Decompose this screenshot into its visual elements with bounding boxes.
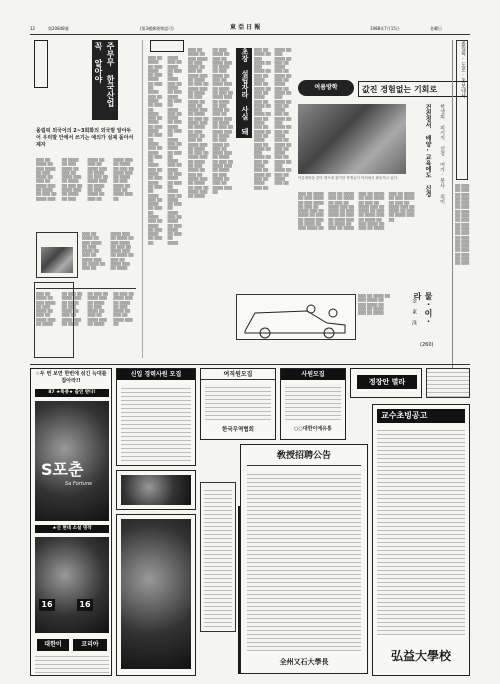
comic-title: 물·이·라 <box>413 292 433 326</box>
recruit-ad-1 <box>116 368 196 466</box>
masthead <box>30 26 470 34</box>
recruit-ad-3-title: 사원모집 <box>281 369 345 380</box>
faculty-ad-body <box>247 471 361 651</box>
recruit-ad-4-title: 정장안 별라 <box>357 375 417 389</box>
recruit-ad-4 <box>350 368 422 398</box>
feature-section-text: 여름방학 <box>314 84 338 91</box>
issue-date: 1988年7月15日 <box>370 26 400 31</box>
comic-side-text: ▒▒▒ ▒▒ ▒▒▒▒ ▒▒ ▒▒▒ ▒▒▒▒ ▒▒ ▒▒▒ ▒▒▒▒ ▒▒ ▒▒▒ ▒▒ ▒▒▒▒ ▒▒▒ ▒▒ ▒▒▒▒ <box>358 294 390 316</box>
feature-headline: 값진 경험없는 기회로 <box>358 81 468 97</box>
center-vertical-headline: 초장 설립자라 사실 돼자 <box>236 48 252 138</box>
recruit-ad-2-body <box>205 384 271 420</box>
center-notice-text <box>204 487 232 627</box>
col2-label <box>150 40 184 52</box>
right-sidebar-text: ▒▒ ▒▒▒ ▒▒ ▒▒▒ ▒▒ ▒▒▒ ▒▒ ▒▒▒ ▒▒ ▒▒▒ ▒▒ ▒▒▒ ▒▒ ▒▒▒ ▒▒ ▒▒▒ ▒▒ ▒▒▒ ▒▒ ▒▒▒ ▒▒ ▒▒▒ ▒▒ ▒▒▒ ▒▒ ▒▒▒ ▒▒ ▒▒▒ ▒▒ ▒▒▒ ▒▒ ▒▒▒ ▒▒ ▒▒▒ ▒▒ ▒▒▒ ▒▒ ▒▒▒ <box>455 184 470 266</box>
center-small-ad-photo <box>121 475 191 505</box>
recruit-ad-3-company: ○○대한이에유통 <box>294 426 332 432</box>
movie-ad-theater-2: 코리아 <box>73 639 107 651</box>
left-inset-box <box>36 232 78 278</box>
center-movie-ad-left <box>116 514 196 676</box>
movie-ad-banner: ★신 현대 소설 명작 <box>35 525 109 533</box>
movie-ad-title-en: Sa Fortune <box>65 481 93 487</box>
recruit-ad-1-title: 신입 경력사원 모집 <box>117 369 195 380</box>
feature-photo <box>298 104 406 174</box>
recruit-ad-3 <box>280 368 346 440</box>
page-number: 12 <box>30 26 36 31</box>
recruit-ad-2-company: 한국무역협회 <box>222 427 254 433</box>
left-body-text-2: ▒▒▒ ▒▒ ▒▒▒▒ ▒▒ ▒▒▒ ▒▒▒▒ ▒▒ ▒▒▒ ▒▒▒▒ ▒▒ ▒▒▒ ▒▒ ▒▒▒▒ ▒▒▒ ▒▒ ▒▒▒▒ ▒▒ ▒▒▒ ▒▒ ▒▒▒▒ ▒▒▒ ▒▒ ▒▒▒▒ ▒▒ ▒▒▒ ▒▒▒▒ ▒▒ ▒▒▒ ▒▒ ▒▒▒▒ ▒▒▒ ▒▒ ▒▒▒▒ ▒▒ ▒▒▒ ▒▒ ▒▒▒▒ ▒▒▒ ▒▒ ▒▒▒▒ <box>82 232 134 271</box>
left-movie-ad <box>30 368 112 676</box>
left-subtitle: 올림픽 외국어의 2~3회화의 외국말 알아두어 우리말 안에서 쓰기는 예의가 실제 돌아서 제자 <box>36 128 134 148</box>
column-divider <box>142 40 143 358</box>
left-inset-photo <box>41 247 73 273</box>
movie-ad-sub: 87 ★특종★ 출연 받다! <box>35 389 109 397</box>
postal-notice: (第3種郵便物認可) <box>140 26 174 31</box>
feature-vertical-sub2: 학생회 피서지 선정 여가·봉사 취미 <box>439 104 445 204</box>
movie-ad-time-1: 16 <box>39 599 55 611</box>
right-faculty-ad-university: 弘益大學校 <box>390 649 451 663</box>
comic-number: (260) <box>420 342 434 348</box>
feature-photo-caption: 여름방학을 맞아 캠프에 참가한 학생들이 야외에서 활동하고 있다. <box>298 176 399 180</box>
col2-body-text: ▒▒▒ ▒▒ ▒▒▒▒ ▒▒ ▒▒▒ ▒▒▒▒ ▒▒ ▒▒▒ ▒▒▒▒ ▒▒ ▒▒▒ ▒▒ ▒▒▒▒ ▒▒▒ ▒▒ ▒▒▒▒ ▒▒ ▒▒▒ ▒▒ ▒▒▒▒ ▒▒▒ ▒▒ ▒▒▒▒ ▒▒ ▒▒▒ ▒▒▒▒ ▒▒ ▒▒▒ ▒▒ ▒▒▒▒ ▒▒▒ ▒▒ ▒▒▒▒ ▒▒ ▒▒▒ ▒▒ ▒▒▒▒ ▒▒▒ ▒▒ ▒▒▒▒ ▒▒ ▒▒▒ ▒▒▒▒ ▒▒ ▒▒▒ ▒▒ ▒▒▒▒ ▒▒▒ ▒▒ ▒▒▒▒ ▒▒ ▒▒▒ ▒▒ ▒▒▒▒ ▒▒▒ ▒▒ ▒▒▒▒ ▒▒ ▒▒▒ ▒▒▒▒ ▒▒ ▒▒▒ ▒▒ ▒▒▒▒ ▒▒▒ ▒▒ ▒▒▒▒ ▒▒ ▒▒▒ ▒▒ ▒▒▒▒ ▒▒▒ ▒▒ ▒▒▒▒ ▒▒ ▒▒▒ ▒▒▒▒ ▒▒ ▒▒▒ ▒▒ ▒▒▒▒ ▒▒▒ ▒▒ ▒▒▒▒ ▒▒ ▒▒▒ ▒▒▒▒ ▒▒ ▒▒▒ ▒▒ ▒▒▒▒ ▒▒▒ ▒▒ ▒▒▒▒ ▒▒ ▒▒▒ ▒▒ ▒▒▒▒ ▒▒▒ ▒▒ ▒▒▒▒ ▒▒ ▒▒▒ ▒▒▒▒ ▒▒ ▒▒▒ ▒▒ ▒▒▒▒ ▒▒▒ ▒▒ ▒▒▒▒ ▒▒ ▒▒▒ ▒▒ ▒▒▒▒ ▒▒▒ ▒▒ ▒▒▒▒ ▒▒ ▒▒▒ ▒▒▒▒ ▒▒ ▒▒▒ ▒▒ ▒▒▒▒ <box>148 56 182 245</box>
faculty-ad <box>240 444 368 674</box>
left-body-text: ▒▒▒ ▒▒ ▒▒▒▒ ▒▒ ▒▒▒ ▒▒▒▒ ▒▒ ▒▒▒ ▒▒▒▒ ▒▒ ▒▒▒ ▒▒ ▒▒▒▒ ▒▒▒ ▒▒ ▒▒▒▒ ▒▒ ▒▒▒ ▒▒ ▒▒▒▒ ▒▒▒ ▒▒ ▒▒▒▒ ▒▒ ▒▒▒ ▒▒▒▒ ▒▒ ▒▒▒ ▒▒ ▒▒▒▒ ▒▒▒ ▒▒ ▒▒▒▒ ▒▒ ▒▒▒ ▒▒ ▒▒▒▒ ▒▒▒ ▒▒ ▒▒▒▒ ▒▒ ▒▒▒ ▒▒▒▒ ▒▒ ▒▒▒ ▒▒ ▒▒▒▒ ▒▒▒ ▒▒ ▒▒▒▒ ▒▒ ▒▒▒ ▒▒ ▒▒▒▒ ▒▒▒ ▒▒ ▒▒▒▒ ▒▒ ▒▒▒ ▒▒▒▒ ▒▒ ▒▒▒ ▒▒ ▒▒▒▒ ▒▒▒ ▒▒ ▒▒▒▒ ▒▒ ▒▒▒ ▒▒ ▒▒▒▒ ▒▒▒ ▒▒ ▒▒▒▒ ▒▒ ▒▒▒ ▒▒▒▒ ▒▒ ▒▒▒ ▒▒ ▒▒▒▒ ▒▒▒ ▒▒ <box>36 158 134 201</box>
comic-panel <box>236 294 356 340</box>
movie-ad-title: S포춘 <box>41 460 84 479</box>
right-faculty-ad-body <box>377 429 465 635</box>
center-body-text-2: ▒▒▒ ▒▒ ▒▒▒▒ ▒▒ ▒▒▒ ▒▒▒▒ ▒▒ ▒▒▒ ▒▒▒▒ ▒▒ ▒▒▒ ▒▒ ▒▒▒▒ ▒▒▒ ▒▒ ▒▒▒▒ ▒▒ ▒▒▒ ▒▒ ▒▒▒▒ ▒▒▒ ▒▒ ▒▒▒▒ ▒▒ ▒▒▒ ▒▒▒▒ ▒▒ ▒▒▒ ▒▒ ▒▒▒▒ ▒▒▒ ▒▒ ▒▒▒▒ ▒▒ ▒▒▒ ▒▒ ▒▒▒▒ ▒▒▒ ▒▒ ▒▒▒▒ ▒▒ ▒▒▒ ▒▒▒▒ ▒▒ ▒▒▒ ▒▒ ▒▒▒▒ ▒▒▒ ▒▒ ▒▒▒▒ ▒▒ ▒▒▒ ▒▒ ▒▒▒▒ ▒▒▒ ▒▒ ▒▒▒▒ ▒▒ ▒▒▒ ▒▒▒▒ ▒▒ ▒▒▒ ▒▒ ▒▒▒▒ ▒▒▒ ▒▒ ▒▒▒▒ ▒▒ ▒▒▒ ▒▒ ▒▒▒▒ ▒▒▒ ▒▒ ▒▒▒▒ ▒▒ ▒▒▒ ▒▒▒▒ ▒▒ ▒▒▒ ▒▒ ▒▒▒▒ ▒▒▒ ▒▒ ▒▒▒▒ ▒▒ ▒▒▒ ▒▒▒▒ ▒▒ ▒▒▒ ▒▒ ▒▒▒▒ ▒▒▒ ▒▒ ▒▒▒▒ ▒▒ ▒▒▒ ▒▒ ▒▒▒▒ ▒▒▒ ▒▒ ▒▒▒▒ ▒▒ ▒▒▒ ▒▒▒▒ ▒▒ ▒▒▒ ▒▒ ▒▒▒▒ ▒▒▒ ▒▒ <box>254 48 292 190</box>
weekday: 金曜日 <box>430 26 442 31</box>
center-small-ad <box>116 470 196 510</box>
left-vertical-headline: 주부무 한국산업 꼭 알아야 <box>92 40 118 120</box>
movie-ad-tagline: ☆두 번 보면 한번에 섞긴 늑대를 잡아라!! <box>35 371 107 384</box>
right-faculty-ad-headline: 교수초빙공고 <box>377 409 465 423</box>
right-sidebar-title: 올림픽·도로·홍보대사 <box>456 40 468 180</box>
paper-name: 東 亞 日 報 <box>230 24 261 31</box>
faculty-ad-university: 全州又石大學長 <box>279 658 329 666</box>
left-label-box <box>34 40 48 88</box>
center-body-text: ▒▒▒ ▒▒ ▒▒▒▒ ▒▒ ▒▒▒ ▒▒▒▒ ▒▒ ▒▒▒ ▒▒▒▒ ▒▒ ▒▒▒ ▒▒ ▒▒▒▒ ▒▒▒ ▒▒ ▒▒▒▒ ▒▒ ▒▒▒ ▒▒ ▒▒▒▒ ▒▒▒ ▒▒ ▒▒▒▒ ▒▒ ▒▒▒ ▒▒▒▒ ▒▒ ▒▒▒ ▒▒ ▒▒▒▒ ▒▒▒ ▒▒ ▒▒▒▒ ▒▒ ▒▒▒ ▒▒ ▒▒▒▒ ▒▒▒ ▒▒ ▒▒▒▒ ▒▒ ▒▒▒ ▒▒▒▒ ▒▒ ▒▒▒ ▒▒ ▒▒▒▒ ▒▒▒ ▒▒ ▒▒▒▒ ▒▒ ▒▒▒ ▒▒ ▒▒▒▒ ▒▒▒ ▒▒ ▒▒▒▒ ▒▒ ▒▒▒ ▒▒▒▒ ▒▒ ▒▒▒ ▒▒ ▒▒▒▒ ▒▒▒ ▒▒ ▒▒▒▒ ▒▒ ▒▒▒ ▒▒ ▒▒▒▒ ▒▒▒ ▒▒ ▒▒▒▒ ▒▒ ▒▒▒ ▒▒▒▒ ▒▒ ▒▒▒ ▒▒ ▒▒▒▒ ▒▒▒ ▒▒ ▒▒▒▒ ▒▒ ▒▒▒ ▒▒▒▒ ▒▒ ▒▒▒ ▒▒ ▒▒▒▒ ▒▒▒ ▒▒ ▒▒▒▒ ▒▒ ▒▒▒ ▒▒ ▒▒▒▒ ▒▒▒ ▒▒ ▒▒▒▒ ▒▒ ▒▒▒ ▒▒▒▒ ▒▒ ▒▒▒ ▒▒ ▒▒▒▒ ▒▒▒ ▒▒ ▒▒▒▒ ▒▒ ▒▒▒ ▒▒ ▒▒▒▒ ▒▒▒ ▒▒ ▒▒▒▒ ▒▒ ▒▒▒ ▒▒▒▒ ▒▒ ▒▒▒ ▒▒ ▒▒▒▒ ▒▒▒ ▒▒ ▒▒▒▒ ▒▒ ▒▒▒ ▒▒ ▒▒▒▒ ▒▒▒ ▒▒ ▒▒▒▒ ▒▒ ▒▒▒ ▒▒▒▒ ▒▒ ▒▒▒ ▒▒ ▒▒▒▒ ▒▒▒ ▒▒ <box>188 48 233 199</box>
center-notice-col <box>200 482 236 632</box>
faculty-ad-headline: 敎授招聘公告 <box>276 451 331 461</box>
recruit-ad-2 <box>200 368 276 440</box>
recruit-ad-2-title: 여직원모집 <box>201 369 275 380</box>
right-sidebar-divider <box>452 40 453 370</box>
masthead-rule <box>30 34 470 35</box>
movie-ad-theater-1: 대한이 <box>37 639 69 651</box>
feature-body-text: ▒▒▒ ▒▒ ▒▒▒▒ ▒▒ ▒▒▒ ▒▒▒▒ ▒▒ ▒▒▒ ▒▒▒▒ ▒▒ ▒▒▒ ▒▒ ▒▒▒▒ ▒▒▒ ▒▒ ▒▒▒▒ ▒▒ ▒▒▒ ▒▒ ▒▒▒▒ ▒▒▒ ▒▒ ▒▒▒▒ ▒▒ ▒▒▒ ▒▒▒▒ ▒▒ ▒▒▒ ▒▒ ▒▒▒▒ ▒▒▒ ▒▒ ▒▒▒▒ ▒▒ ▒▒▒ ▒▒ ▒▒▒▒ ▒▒▒ ▒▒ ▒▒▒▒ ▒▒ ▒▒▒ ▒▒▒▒ ▒▒ ▒▒▒ ▒▒ ▒▒▒▒ ▒▒▒ ▒▒ ▒▒▒▒ ▒▒ ▒▒▒ ▒▒ ▒▒▒▒ ▒▒▒ ▒▒ ▒▒▒▒ ▒▒ ▒▒▒ ▒▒▒▒ ▒▒ ▒▒▒ ▒▒ ▒▒▒▒ ▒▒▒ ▒▒ ▒▒▒▒ ▒▒ ▒▒▒ ▒▒ ▒▒▒▒ ▒▒▒ ▒▒ ▒▒▒▒ ▒▒ ▒▒▒ ▒▒▒▒ ▒▒ ▒▒▒ ▒▒ ▒▒▒▒ ▒▒▒ ▒▒ ▒▒▒▒ ▒▒ ▒▒▒ ▒▒▒▒ ▒▒ ▒▒▒ ▒▒ ▒▒▒▒ ▒▒▒ ▒▒ ▒▒▒▒ ▒▒ ▒▒▒ ▒▒ ▒▒▒▒ ▒▒▒ ▒▒ <box>298 192 415 231</box>
movie-ad-time-2: 16 <box>77 599 93 611</box>
issue-number: 第20848號 <box>48 26 69 31</box>
recruit-ad-3-body <box>285 384 341 420</box>
movie-ad-photo <box>35 401 109 521</box>
feature-vertical-sub1: 건전정서 배양·교육에도 신경 <box>424 104 431 197</box>
recruit-ad-1-body <box>121 385 191 461</box>
faculty-ad-rule <box>247 465 361 466</box>
movie-ad-photo-2 <box>35 537 109 633</box>
right-faculty-ad <box>372 404 470 676</box>
comic-author: 金 東 洙 <box>411 298 417 325</box>
movie-ad-footer <box>35 655 109 673</box>
comic-drawing <box>237 295 355 339</box>
left-small-box <box>34 282 74 358</box>
ads-top-rule <box>30 364 470 365</box>
small-notice-box <box>426 368 470 398</box>
center-movie-ad-left-photo <box>121 519 191 669</box>
left-body-text-3: ▒▒▒ ▒▒ ▒▒▒▒ ▒▒ ▒▒▒ ▒▒▒▒ ▒▒ ▒▒▒ ▒▒▒▒ ▒▒ ▒▒▒ ▒▒ ▒▒▒▒ ▒▒▒ ▒▒ ▒▒▒▒ ▒▒ ▒▒▒ ▒▒ ▒▒▒▒ ▒▒▒ ▒▒ ▒▒▒▒ ▒▒ ▒▒▒ ▒▒▒▒ ▒▒ ▒▒▒ ▒▒ ▒▒▒▒ ▒▒▒ ▒▒ ▒▒▒▒ ▒▒ ▒▒▒ ▒▒ ▒▒▒▒ ▒▒▒ ▒▒ ▒▒▒▒ ▒▒ ▒▒▒ ▒▒▒▒ ▒▒ ▒▒▒ ▒▒ ▒▒▒▒ ▒▒▒ ▒▒ ▒▒▒▒ ▒▒ ▒▒▒ ▒▒ ▒▒▒▒ ▒▒▒ ▒▒ ▒▒▒▒ ▒▒ ▒▒▒ ▒▒▒▒ ▒▒ ▒▒▒ ▒▒ ▒▒▒▒ ▒▒▒ ▒▒ <box>36 288 136 354</box>
feature-section-label <box>298 80 354 96</box>
